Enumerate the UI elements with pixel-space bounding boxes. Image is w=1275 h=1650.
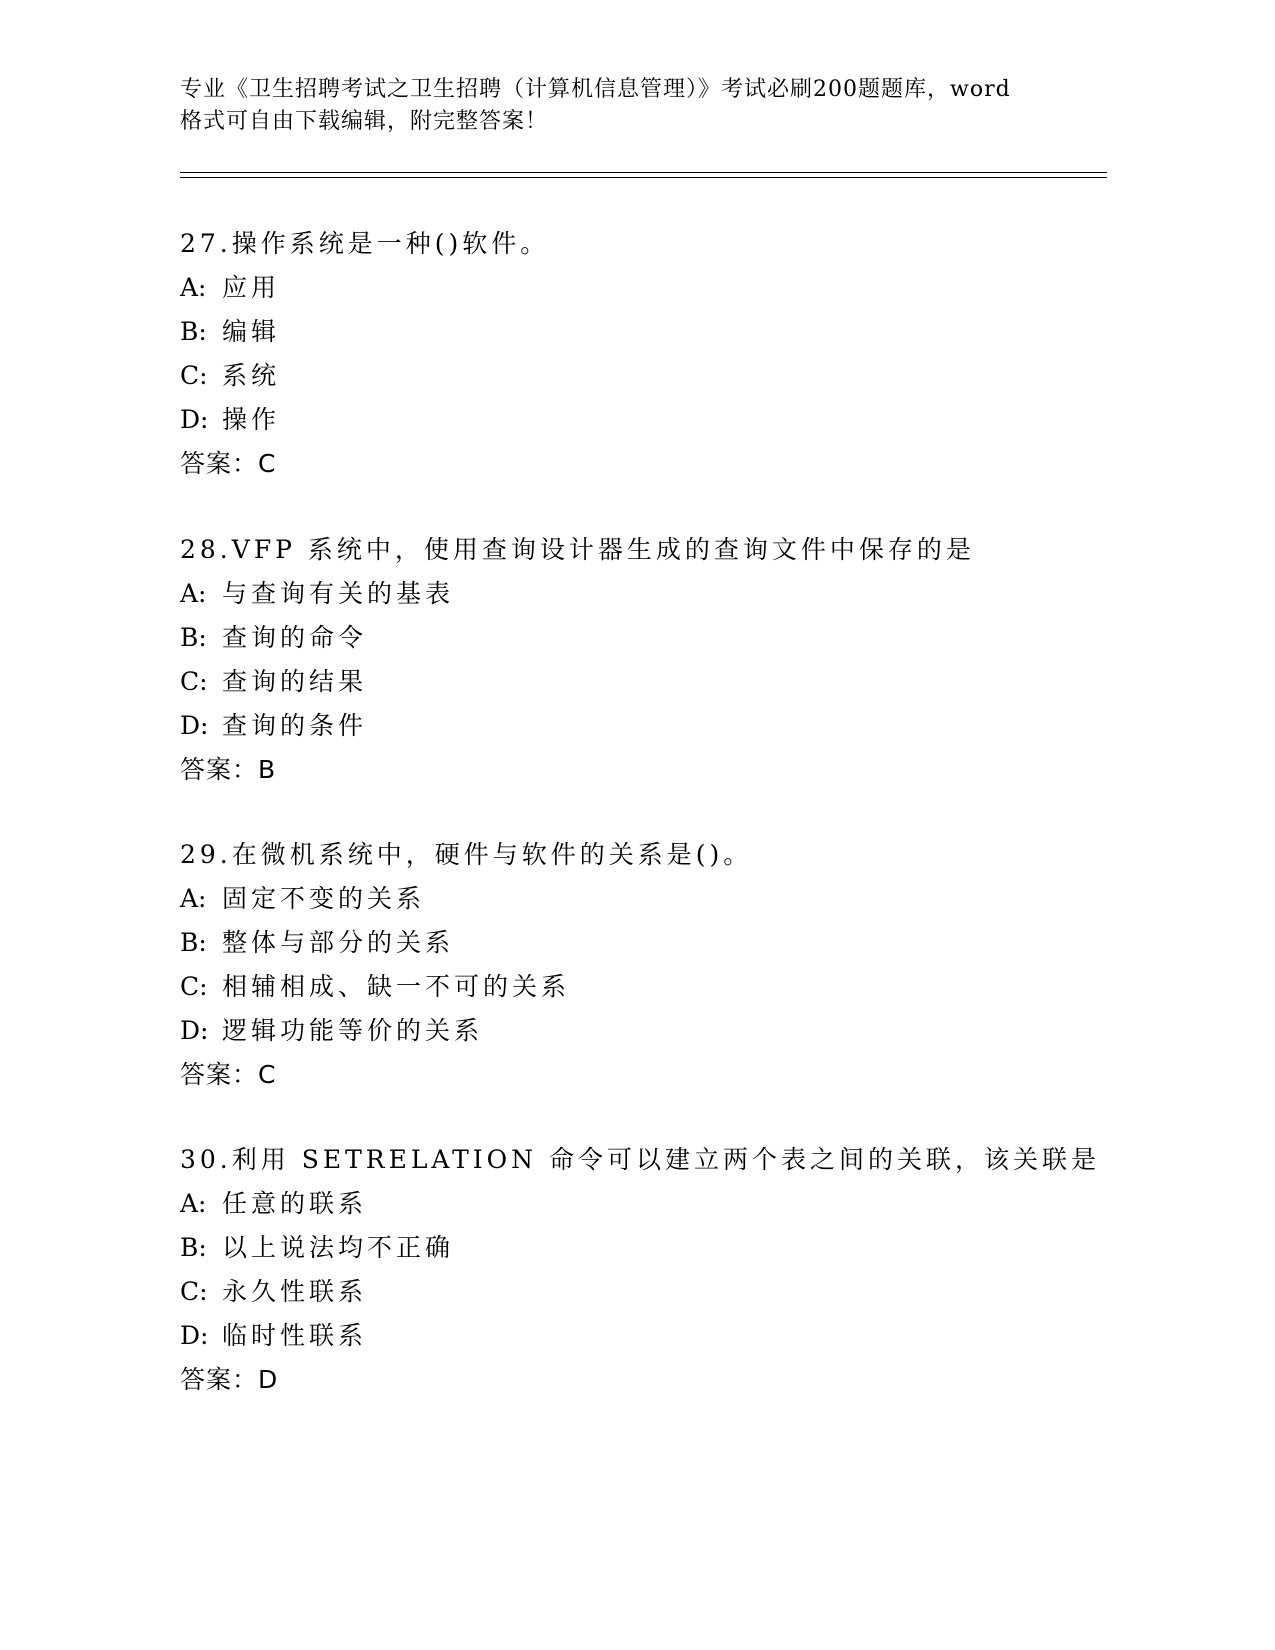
option-text: 查询的命令 [222, 623, 368, 652]
option-letter: C: [180, 972, 208, 1001]
answer-line: 答案：C [180, 449, 277, 478]
option-letter: B: [180, 623, 207, 652]
option-c [180, 354, 1100, 398]
option-b [180, 1226, 1100, 1270]
option-a [180, 572, 1100, 616]
option-d [180, 704, 1100, 748]
option-letter: B: [180, 317, 207, 346]
option-c [180, 1270, 1100, 1314]
option-text: 应用 [222, 273, 281, 302]
option-b [180, 310, 1100, 354]
option-text: 以上说法均不正确 [222, 1233, 455, 1262]
option-c [180, 965, 1100, 1009]
header-line-1: 专业《卫生招聘考试之卫生招聘（计算机信息管理）》考试必刷200题题库，word [180, 77, 1011, 102]
option-letter: A: [180, 1189, 207, 1218]
option-text: 固定不变的关系 [222, 884, 426, 913]
answer-line: 答案：D [180, 1365, 279, 1394]
option-b [180, 616, 1100, 660]
header-divider-top [180, 172, 1107, 173]
question-stem: 30.利用 SETRELATION 命令可以建立两个表之间的关联，该关联是 [180, 1145, 1100, 1174]
option-text: 任意的联系 [222, 1189, 368, 1218]
answer-line: 答案：C [180, 1060, 277, 1089]
question-30 [180, 1138, 1100, 1402]
header-line-2: 格式可自由下载编辑，附完整答案！ [180, 109, 549, 134]
option-text: 查询的结果 [222, 667, 368, 696]
option-letter: A: [180, 579, 207, 608]
option-d [180, 1009, 1100, 1053]
option-text: 操作 [222, 405, 281, 434]
option-text: 永久性联系 [222, 1277, 368, 1306]
option-d [180, 1314, 1100, 1358]
question-stem: 27.操作系统是一种()软件。 [180, 229, 550, 258]
option-letter: B: [180, 928, 207, 957]
option-letter: A: [180, 884, 207, 913]
option-text: 临时性联系 [222, 1321, 368, 1350]
question-28 [180, 528, 1100, 792]
option-letter: D: [180, 405, 209, 434]
option-c [180, 660, 1100, 704]
option-letter: D: [180, 711, 209, 740]
option-text: 相辅相成、缺一不可的关系 [222, 972, 571, 1001]
question-stem: 28.VFP 系统中，使用查询设计器生成的查询文件中保存的是 [180, 535, 975, 564]
option-letter: C: [180, 667, 208, 696]
option-a [180, 1182, 1100, 1226]
question-27 [180, 222, 1100, 486]
option-letter: C: [180, 1277, 208, 1306]
option-text: 逻辑功能等价的关系 [222, 1016, 484, 1045]
document-header [180, 74, 1100, 138]
option-letter: A: [180, 273, 207, 302]
header-divider-bottom [180, 177, 1107, 178]
question-stem: 29.在微机系统中，硬件与软件的关系是()。 [180, 840, 753, 869]
option-d [180, 398, 1100, 442]
option-text: 系统 [222, 361, 281, 390]
option-a [180, 266, 1100, 310]
option-letter: D: [180, 1016, 209, 1045]
option-text: 编辑 [222, 317, 281, 346]
option-letter: B: [180, 1233, 207, 1262]
option-text: 查询的条件 [222, 711, 368, 740]
option-letter: D: [180, 1321, 209, 1350]
answer-line: 答案：B [180, 755, 277, 784]
option-text: 整体与部分的关系 [222, 928, 455, 957]
option-letter: C: [180, 361, 208, 390]
option-b [180, 921, 1100, 965]
question-29 [180, 833, 1100, 1097]
option-text: 与查询有关的基表 [222, 579, 455, 608]
option-a [180, 877, 1100, 921]
